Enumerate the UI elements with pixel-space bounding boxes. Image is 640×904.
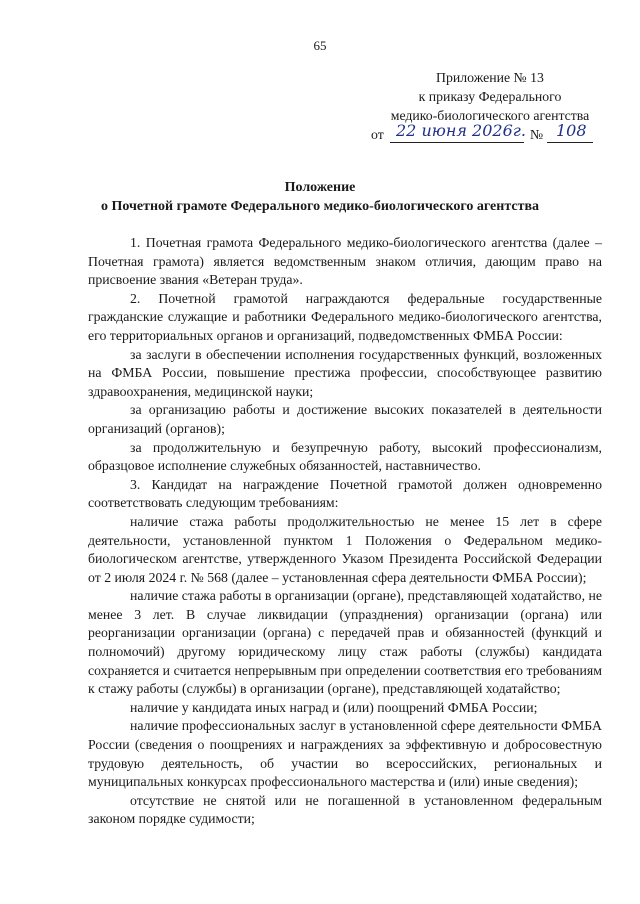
paragraph-3-item-4: наличие профессиональных заслуг в установленной сфере деятельности ФМБА России (сведения о поощрениях и награждениях за эффективную и добросовестную трудовую деятельность, об участии во всероссийских, региональных и муниципальных конкурсах профессионального мастерства и (или) иные сведения); bbox=[88, 718, 602, 790]
paragraph-2-item-3: за продолжительную и безупречную работу, высокий профессионализм, образцовое исполнение служебных обязанностей, наставничество. bbox=[88, 439, 602, 474]
date-underline bbox=[390, 142, 524, 143]
paragraph-1: 1. Почетная грамота Федерального медико-биологического агентства (далее – Почетная грамота) является ведомственным знаком отличия, дающим право на присвоение звания «Ветеран труда». bbox=[88, 235, 602, 288]
paragraph-2: 2. Почетной грамотой награждаются федеральные государственные гражданские служащие и работники Федерального медико-биологического агентства, его территориальных органов и организаций, подведомственных ФМБА России: bbox=[88, 290, 602, 343]
title-line-2: о Почетной грамоте Федерального медико-биологического агентства bbox=[100, 199, 540, 214]
order-date-number bbox=[360, 121, 620, 146]
page-number: 65 bbox=[313, 38, 327, 53]
number-label: № bbox=[530, 127, 544, 142]
paragraph-3-item-5: отсутствие не снятой или не погашенной в установленном федеральным законом порядке судимости; bbox=[88, 792, 602, 827]
title-line-1: Положение bbox=[284, 180, 356, 195]
appendix-line-1: Приложение № 13 bbox=[436, 70, 544, 85]
handwritten-number: 108 bbox=[556, 121, 587, 140]
paragraph-3: 3. Кандидат на награждение Почетной грамотой должен одновременно соответствовать следующим требованиям: bbox=[88, 476, 602, 511]
appendix-line-3: медико-биологического агентства bbox=[390, 108, 590, 123]
number-underline bbox=[547, 142, 593, 143]
document-body bbox=[88, 234, 602, 829]
document-title bbox=[0, 178, 640, 216]
appendix-line-2: к приказу Федерального bbox=[418, 89, 562, 104]
paragraph-2-item-1: за заслуги в обеспечении исполнения государственных функций, возложенных на ФМБА России, повышение престижа профессии, способствующее развитию здравоохранения, медицинской науки; bbox=[88, 346, 602, 399]
appendix-block bbox=[360, 68, 620, 146]
handwritten-date: 22 июня 2026г. bbox=[396, 121, 526, 140]
from-label: от bbox=[371, 127, 384, 142]
paragraph-3-item-1: наличие стажа работы продолжительностью не менее 15 лет в сфере деятельности, установленной пунктом 1 Положения о Федеральном медико-биологическом агентстве, утвержденного Указом Президента Российской Федерации от 2 июля 2024 г. № 568 (далее – установленная сфера деятельности ФМБА России); bbox=[88, 513, 602, 585]
paragraph-2-item-2: за организацию работы и достижение высоких показателей в деятельности организаций (органов); bbox=[88, 402, 602, 436]
paragraph-3-item-3: наличие у кандидата иных наград и (или) поощрений ФМБА России; bbox=[130, 699, 538, 715]
paragraph-3-item-2: наличие стажа работы в организации (органе), представляющей ходатайство, не менее 3 лет. В случае ликвидации (упразднения) организации (органа) или реорганизации организации (органа) с передачей прав и обязанностей (функций и полномочий) другому юридическому лицу стаж работы (службы) кандидата сохраняется и считается непрерывным при определении соответствия его требованиям к стажу работы (службы) в организации (органе), представляющей ходатайство; bbox=[88, 588, 602, 697]
